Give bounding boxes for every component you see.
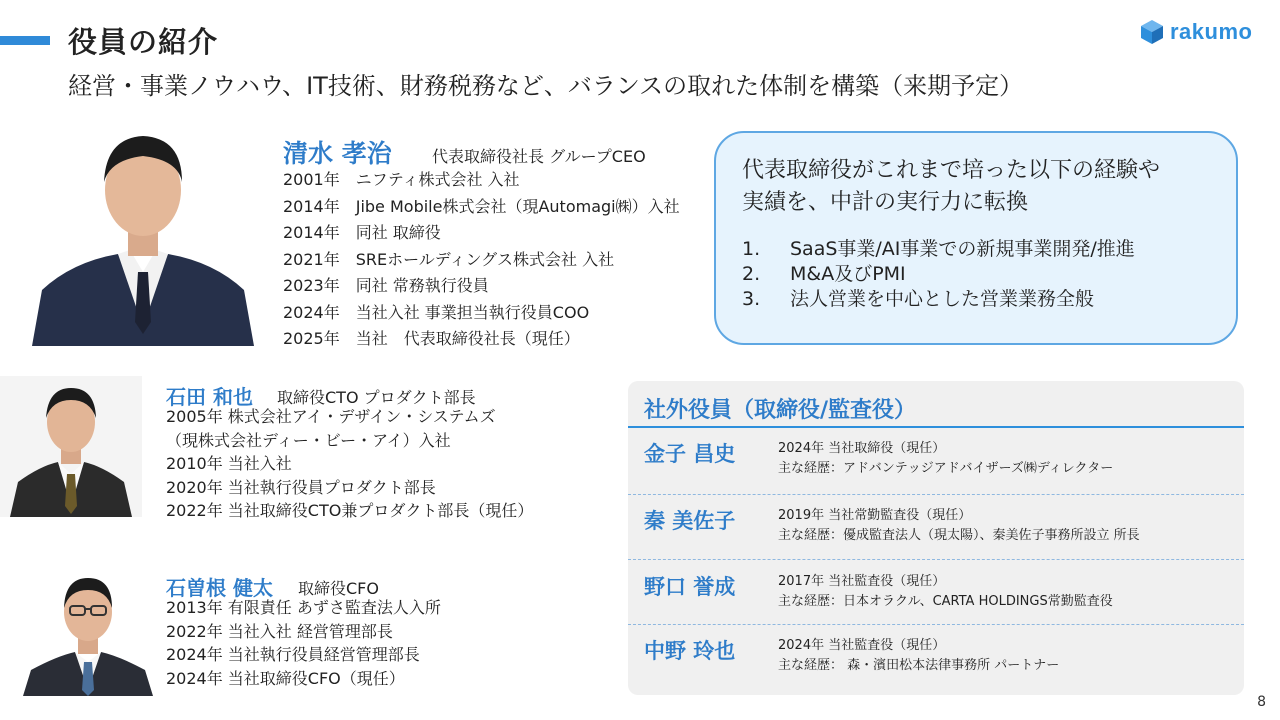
member-name: 中野 玲也: [644, 639, 736, 663]
ceo-photo: [32, 122, 254, 346]
career-item: 2001年 ニフティ株式会社 入社: [283, 170, 520, 189]
member-position: 2024年 当社監査役（現任）: [778, 638, 946, 653]
callout-item: [742, 237, 1210, 262]
career-item: 2023年 同社 常務執行役員: [283, 276, 489, 295]
career-item: 2024年 当社入社 事業担当執行役員COO: [283, 302, 590, 322]
member-name: 秦 美佐子: [644, 509, 736, 533]
cfo-career-list: [166, 596, 441, 690]
callout-item: [742, 287, 1210, 312]
member-position: 2017年 当社監査役（現任）: [778, 574, 946, 589]
external-heading-divider: [628, 426, 1244, 428]
cto-name: 石田 和也: [166, 385, 253, 409]
row-divider: [628, 559, 1244, 560]
career-item: （現株式会社ディー・ビー・アイ）入社: [166, 430, 451, 450]
callout-item-number: 3.: [742, 288, 761, 310]
callout-item: [742, 262, 1210, 287]
member-background: 主な経歴：アドバンテッジアドバイザーズ㈱ディレクター: [778, 461, 1114, 476]
member-background: 主な経歴：優成監査法人（現太陽）、秦美佐子事務所設立 所長: [778, 528, 1140, 543]
career-item: 2024年 当社執行役員経営管理部長: [166, 645, 420, 664]
cfo-photo: [17, 572, 159, 696]
external-member-row: [628, 627, 1244, 693]
page-title: 役員の紹介: [68, 25, 219, 59]
callout-list: [742, 237, 1210, 312]
callout-item-text: SaaS事業/AI事業での新規事業開発/推進: [790, 238, 1135, 260]
external-member-row: [628, 430, 1244, 496]
ceo-strengths-callout: [714, 131, 1238, 345]
callout-item-number: 2.: [742, 263, 761, 285]
member-background: 主な経歴：日本オラクル、CARTA HOLDINGS常勤監査役: [778, 594, 1113, 609]
external-directors-panel: [628, 381, 1244, 695]
member-background: 主な経歴： 森・濱田松本法律事務所 パートナー: [778, 658, 1060, 673]
cto-role: 取締役CTO プロダクト部長: [277, 388, 476, 407]
cfo-name: 石曽根 健太: [166, 576, 273, 600]
career-item: 2022年 当社取締役CTO兼プロダクト部長（現任）: [166, 501, 534, 520]
logo-text: rakumo: [1170, 19, 1253, 44]
company-logo: [1140, 18, 1252, 46]
ceo-name: 清水 孝治: [283, 139, 392, 168]
cfo-role: 取締役CFO: [298, 579, 379, 598]
callout-heading-line2: 実績を、中計の実行力に転換: [742, 190, 1029, 215]
career-item: 2014年 Jibe Mobile株式会社（現Automagi㈱）入社: [283, 196, 680, 216]
member-position: 2024年 当社取締役（現任）: [778, 441, 946, 456]
career-item: 2005年 株式会社アイ・デザイン・システムズ: [166, 407, 496, 426]
career-item: 2020年 当社執行役員プロダクト部長: [166, 477, 436, 497]
career-item: 2024年 当社取締役CFO（現任）: [166, 668, 405, 688]
ceo-career-list: [283, 167, 680, 353]
career-item: 2021年 SREホールディングス株式会社 入社: [283, 249, 615, 269]
external-member-row: [628, 563, 1244, 629]
external-member-row: [628, 497, 1244, 563]
career-item: 2014年 同社 取締役: [283, 223, 441, 242]
callout-heading: [742, 155, 1210, 219]
member-position: 2019年 当社常勤監査役（現任）: [778, 508, 972, 523]
cto-photo: [0, 376, 142, 517]
callout-item-number: 1.: [742, 238, 761, 260]
callout-item-text: M&A及びPMI: [790, 263, 906, 285]
page-subtitle: 経営・事業ノウハウ、IT技術、財務税務など、バランスの取れた体制を構築（来期予定）: [68, 72, 1024, 100]
callout-heading-line1: 代表取締役がこれまで培った以下の経験や: [742, 158, 1161, 183]
cto-career-list: [166, 405, 533, 523]
external-heading: 社外役員（取締役/監査役）: [644, 398, 917, 423]
row-divider: [628, 624, 1244, 625]
callout-item-text: 法人営業を中心とした営業業務全般: [790, 288, 1095, 310]
career-item: 2025年 当社 代表取締役社長（現任）: [283, 329, 580, 348]
member-name: 金子 昌史: [644, 442, 736, 466]
title-accent-bar: [0, 36, 50, 45]
career-item: 2010年 当社入社: [166, 454, 292, 473]
career-item: 2013年 有限責任 あずさ監査法人入所: [166, 598, 441, 617]
page-number: 8: [1257, 694, 1266, 710]
member-name: 野口 誉成: [644, 575, 736, 599]
logo-cube-icon: [1140, 19, 1164, 45]
ceo-role: 代表取締役社長 グループCEO: [432, 147, 646, 166]
career-item: 2022年 当社入社 経営管理部長: [166, 621, 393, 641]
row-divider: [628, 494, 1244, 495]
